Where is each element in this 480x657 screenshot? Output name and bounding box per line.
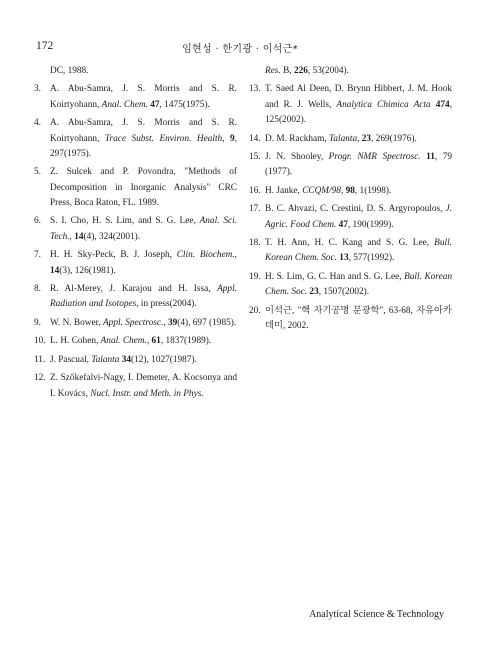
reference-source: CCQM/98 [302, 185, 341, 196]
reference-segment: , 190(1999). [347, 219, 394, 230]
reference-segment: , 1475(1975). [159, 99, 210, 110]
reference-number: 16. [249, 185, 261, 196]
reference-number: 7. [34, 250, 41, 261]
reference-entry [34, 371, 237, 402]
reference-text [265, 150, 452, 181]
reference-segment: H. Janke, [265, 185, 303, 196]
reference-number: 5. [34, 167, 41, 178]
reference-volume: 98 [345, 185, 355, 196]
reference-segment: , 53(2004). [307, 66, 349, 76]
journal-footer: Analytical Science & Technology [309, 609, 444, 620]
reference-entry [34, 248, 237, 279]
reference-segment: B, [280, 66, 294, 76]
reference-number: 19. [249, 271, 261, 282]
reference-text [50, 334, 237, 349]
references-right-column [249, 64, 452, 337]
reference-segment: H. H. Sky-Peck, B. J. Joseph, [50, 250, 177, 261]
reference-segment: , [234, 250, 237, 261]
reference-source: Bull. Korean Chem. Soc. [265, 271, 453, 298]
reference-segment: (3), 126(1981). [59, 265, 116, 276]
reference-segment: D. M. Rackham, [265, 133, 330, 144]
reference-text [50, 282, 237, 313]
reference-volume: 39 [168, 317, 178, 328]
reference-entry [34, 334, 237, 349]
reference-source: Progr. NMR Spectrosc. [328, 152, 421, 163]
reference-source: Anal. Chem. [101, 99, 148, 110]
reference-segment: T. Saed Al Deen, D. Brynn Hibbert, J. M. Hook and R. J. Wells, [265, 84, 452, 110]
reference-source: Talanta [91, 354, 120, 365]
reference-number: 9. [34, 317, 41, 328]
reference-text [50, 316, 237, 331]
reference-segment: A. Abu-Samra, J. S. Morris and S. R. Koirtyohann, [50, 118, 237, 144]
reference-segment: 이석근, "핵 자기공명 분광학", 63-68, 자유아카데미, 2002. [265, 305, 452, 331]
reference-segment: , 79 (1977). [265, 152, 452, 178]
reference-volume: 9 [230, 133, 235, 144]
reference-number: 10. [34, 336, 46, 347]
reference-source: Appl. Radiation and Isotopes [50, 283, 237, 310]
reference-text [50, 165, 237, 211]
reference-number: 11. [34, 354, 46, 365]
reference-segment: W. N. Bower, [50, 317, 103, 328]
reference-segment: (12), 1027(1987). [131, 354, 197, 365]
reference-source: Trace Subst. Environ. Health [104, 133, 223, 144]
reference-text [265, 236, 452, 267]
reference-segment: , [163, 317, 168, 328]
reference-entry [34, 353, 237, 368]
reference-segment: , 269(1976). [371, 133, 417, 144]
reference-entry [249, 150, 452, 181]
reference-segment: , [222, 133, 231, 144]
reference-source: Bull. Korean Chem. Soc. [265, 238, 452, 264]
reference-segment: DC, 1988. [50, 66, 89, 76]
reference-number: 14. [249, 133, 261, 144]
reference-volume: 14 [74, 231, 84, 242]
reference-segment: , 297(1975). [50, 133, 237, 159]
reference-text [265, 304, 452, 335]
reference-entry [34, 214, 237, 245]
reference-segment: S. I. Cho, H. S. Lim, and S. G. Lee, [50, 216, 200, 227]
reference-segment: , 1507(2002). [318, 287, 370, 298]
reference-source: Analytica Chimica Acta [336, 99, 431, 110]
reference-entry [34, 82, 237, 113]
reference-volume: 11 [426, 152, 435, 163]
reference-source: Res. [265, 66, 281, 76]
reference-segment: R. Al-Merey, J. Karajou and H. Issa, [50, 283, 218, 294]
reference-volume: 14 [50, 265, 60, 276]
reference-entry [249, 236, 452, 267]
reference-number: 13. [249, 84, 261, 95]
reference-source: Anal. Sci. Tech. [50, 216, 238, 242]
reference-segment: , in press(2004). [136, 299, 197, 310]
reference-entry [249, 64, 452, 79]
reference-number: 20. [249, 305, 261, 316]
reference-source: Anal. Chem. [100, 336, 147, 347]
reference-entry [249, 202, 452, 233]
reference-volume: 226 [293, 66, 308, 76]
reference-number: 3. [34, 84, 41, 95]
reference-volume: 474 [435, 99, 450, 110]
reference-segment: B. C. Ahvazi, C. Crestini, D. S. Argyropoulos, [265, 204, 446, 215]
reference-segment: (4), 697 (1985). [177, 317, 237, 328]
reference-number [34, 64, 50, 79]
reference-segment: Z. Sulcek and P. Povondra, "Methods of Decomposition in Inorganic Analysis" CRC Press, Boca Raton, FL. 1989. [50, 167, 237, 208]
reference-segment: A. Abu-Samra, J. S. Morris and S. R. Koirtyohann, [50, 84, 237, 110]
reference-text [265, 64, 452, 79]
reference-source: J. Agric. Food Chem. [265, 204, 452, 230]
page-number: 172 [36, 40, 54, 52]
reference-number: 12. [34, 373, 46, 384]
reference-entry [34, 64, 237, 79]
reference-text [265, 82, 452, 128]
reference-number: 6. [34, 216, 41, 227]
reference-text [50, 371, 237, 402]
reference-number: 4. [34, 118, 41, 129]
reference-segment: , [69, 231, 75, 242]
reference-text [265, 202, 452, 233]
reference-segment: T. H. Ann, H. C. Kang and S. G. Lee, [265, 238, 435, 249]
reference-entry [34, 282, 237, 313]
reference-text [265, 132, 452, 147]
reference-entry [249, 82, 452, 128]
reference-segment: , 1837(1989). [160, 336, 212, 347]
running-head: 임현성 · 한기광 · 이석근* [182, 44, 298, 55]
reference-number [249, 64, 265, 79]
reference-entry [249, 184, 452, 199]
reference-text [50, 82, 237, 113]
reference-segment: , 577(1992). [348, 253, 395, 264]
reference-segment: , [146, 336, 152, 347]
reference-entry [249, 270, 452, 301]
reference-source: Clin. Biochem. [176, 250, 235, 261]
reference-text [50, 64, 237, 79]
reference-segment: , [340, 185, 346, 196]
reference-text [50, 214, 237, 245]
reference-volume: 47 [150, 99, 160, 110]
reference-segment: , [357, 133, 362, 144]
reference-segment: , 125(2002). [265, 99, 452, 126]
reference-number: 18. [249, 238, 261, 249]
reference-text [50, 353, 237, 368]
reference-source: Talanta [329, 133, 358, 144]
reference-segment: J. N. Shooley, [265, 152, 329, 163]
reference-source: Appl. Spectrosc. [103, 317, 164, 328]
reference-text [50, 248, 237, 279]
reference-entry [34, 316, 237, 331]
reference-number: 17. [249, 204, 261, 215]
reference-volume: 13 [339, 253, 349, 264]
reference-segment: , 1(1998). [354, 185, 392, 196]
reference-text [265, 184, 452, 199]
reference-source: Nucl. Instr. and Meth. in Phys. [90, 388, 204, 399]
reference-volume: 34 [121, 354, 132, 365]
reference-volume: 23 [361, 133, 372, 144]
reference-entry [249, 132, 452, 147]
reference-segment: (4), 324(2001). [83, 231, 141, 242]
reference-entry [34, 116, 237, 162]
reference-number: 15. [249, 152, 261, 163]
reference-segment: Z. Szőkefalvi-Nagy, I. Demeter, A. Kocsonya and I. Kovács, [50, 373, 237, 399]
reference-segment: L. H. Cohen, [50, 336, 101, 347]
reference-text [50, 116, 237, 162]
reference-segment: J. Pascual, [50, 354, 92, 365]
references-left-column [34, 64, 237, 405]
reference-volume: 23 [309, 287, 319, 298]
reference-text [265, 270, 452, 301]
reference-entry [249, 304, 452, 335]
reference-entry [34, 165, 237, 211]
reference-volume: 61 [151, 336, 161, 347]
reference-volume: 47 [338, 219, 348, 230]
reference-number: 8. [34, 283, 41, 294]
reference-segment: H. S. Lim, G. C. Han and S. G. Lee, [265, 271, 405, 282]
